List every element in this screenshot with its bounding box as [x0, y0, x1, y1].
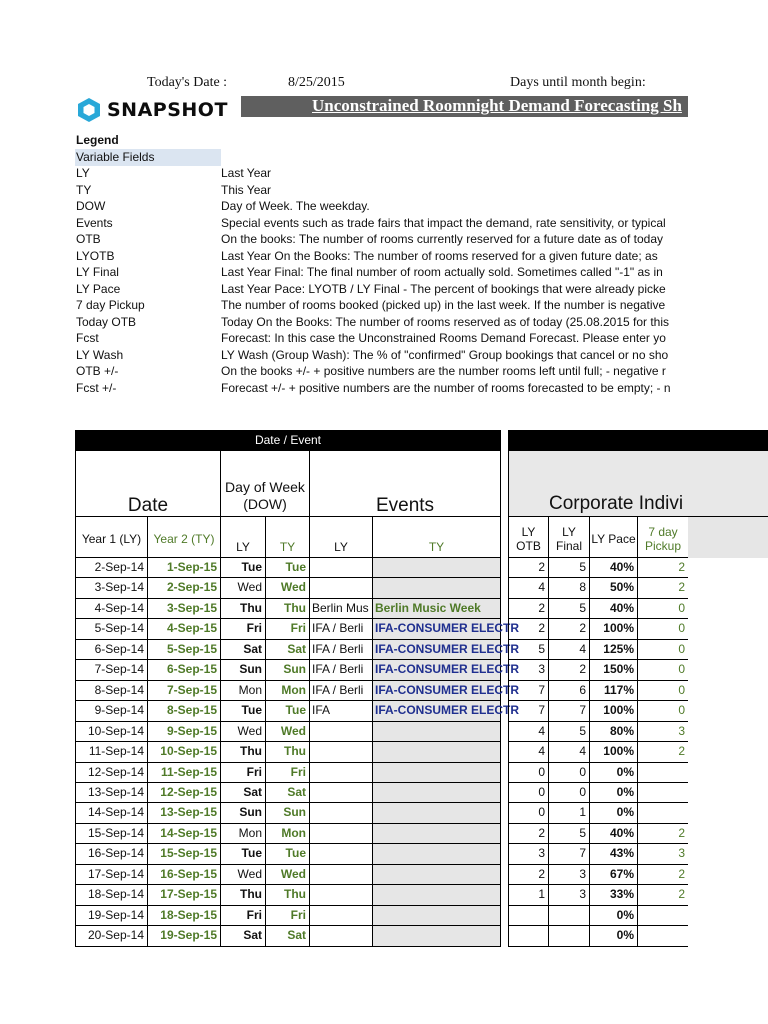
dow-ty[interactable]: Sun: [266, 660, 310, 681]
ly-pace[interactable]: 150%: [590, 660, 638, 681]
ly-pace[interactable]: 40%: [590, 558, 638, 578]
col-ly-final: LY Final: [549, 517, 590, 558]
dow-ty[interactable]: Sat: [266, 783, 310, 803]
ly-pace[interactable]: 50%: [590, 578, 638, 599]
event-ly[interactable]: [310, 763, 373, 783]
year2-date[interactable]: 3-Sep-15: [148, 599, 221, 619]
year2-date[interactable]: 7-Sep-15: [148, 681, 221, 701]
event-ty[interactable]: IFA-CONSUMER ELECTR: [373, 681, 501, 701]
dow-ly[interactable]: Tue: [221, 701, 266, 722]
dow-ly[interactable]: Mon: [221, 824, 266, 844]
pickup-7day[interactable]: 0: [638, 681, 688, 701]
snapshot-logo-icon: [76, 97, 102, 123]
dow-ty[interactable]: Wed: [266, 578, 310, 599]
col-ly-pace: LY Pace: [590, 517, 638, 558]
legend-term: LY: [76, 166, 90, 180]
ly-otb[interactable]: 1: [508, 885, 549, 906]
dow-ly[interactable]: Sun: [221, 803, 266, 824]
ly-otb[interactable]: 2: [508, 619, 549, 640]
ly-final[interactable]: 8: [549, 578, 590, 599]
ly-final[interactable]: [549, 926, 590, 947]
dow-ly[interactable]: Mon: [221, 681, 266, 701]
dow-ty[interactable]: Fri: [266, 763, 310, 783]
pickup-7day[interactable]: 0: [638, 640, 688, 660]
ly-otb[interactable]: 0: [508, 783, 549, 803]
ly-otb[interactable]: 2: [508, 865, 549, 885]
legend-definition: The number of rooms booked (picked up) in the last week. If the number is negative: [221, 298, 666, 312]
year1-date[interactable]: 7-Sep-14: [75, 660, 148, 681]
dow-ty[interactable]: Thu: [266, 885, 310, 906]
event-ly[interactable]: [310, 865, 373, 885]
legend-term: OTB +/-: [76, 364, 119, 378]
dow-ly[interactable]: Fri: [221, 619, 266, 640]
year1-date[interactable]: 19-Sep-14: [75, 906, 148, 926]
ly-pace[interactable]: 40%: [590, 599, 638, 619]
ly-final[interactable]: 0: [549, 783, 590, 803]
event-ly[interactable]: [310, 803, 373, 824]
legend-term: DOW: [76, 199, 106, 213]
dow-ty[interactable]: Mon: [266, 824, 310, 844]
legend-definition: On the books +/- + positive numbers are the number rooms left until full; - negative r: [221, 364, 666, 378]
year2-date[interactable]: 10-Sep-15: [148, 742, 221, 763]
event-ty[interactable]: [373, 865, 501, 885]
year2-date[interactable]: 19-Sep-15: [148, 926, 221, 947]
legend-definition: LY Wash (Group Wash): The % of "confirmed" Group bookings that cancel or no sho: [221, 347, 669, 362]
dow-ly[interactable]: Sat: [221, 640, 266, 660]
ly-otb[interactable]: 3: [508, 660, 549, 681]
dow-ty[interactable]: Thu: [266, 742, 310, 763]
event-ly[interactable]: [310, 742, 373, 763]
col-dow-ly: LY: [221, 517, 266, 558]
legend-variable-fields: Variable Fields: [75, 149, 221, 166]
ly-pace[interactable]: 43%: [590, 844, 638, 865]
event-ty[interactable]: IFA-CONSUMER ELECTR: [373, 640, 501, 660]
legend-definition: Forecast: In this case the Unconstrained Rooms Demand Forecast. Please enter yo: [221, 331, 666, 345]
dow-ty[interactable]: Fri: [266, 906, 310, 926]
ly-final[interactable]: [549, 906, 590, 926]
year2-date[interactable]: 5-Sep-15: [148, 640, 221, 660]
year2-date[interactable]: 1-Sep-15: [148, 558, 221, 578]
ly-pace[interactable]: 0%: [590, 906, 638, 926]
dow-ty[interactable]: Wed: [266, 865, 310, 885]
ly-final[interactable]: 7: [549, 701, 590, 722]
event-ty[interactable]: [373, 906, 501, 926]
title-bar: [241, 96, 688, 117]
event-ty[interactable]: [373, 885, 501, 906]
dow-ty[interactable]: Fri: [266, 619, 310, 640]
event-ty[interactable]: [373, 783, 501, 803]
pickup-7day[interactable]: [638, 906, 688, 926]
year2-date[interactable]: 6-Sep-15: [148, 660, 221, 681]
dow-ty[interactable]: Sat: [266, 640, 310, 660]
dow-ty[interactable]: Tue: [266, 558, 310, 578]
year1-date[interactable]: 14-Sep-14: [75, 803, 148, 824]
col-year2: Year 2 (TY): [148, 517, 221, 558]
legend-definition: Last Year On the Books: The number of rooms reserved for a given future date; as: [221, 248, 658, 263]
corporate-header-fill: [688, 517, 768, 558]
year1-date[interactable]: 13-Sep-14: [75, 783, 148, 803]
ly-otb[interactable]: 4: [508, 722, 549, 742]
ly-final[interactable]: 4: [549, 742, 590, 763]
dow-ty[interactable]: Mon: [266, 681, 310, 701]
pickup-7day[interactable]: 3: [638, 722, 688, 742]
year1-date[interactable]: 17-Sep-14: [75, 865, 148, 885]
dow-ly[interactable]: Thu: [221, 599, 266, 619]
year1-date[interactable]: 9-Sep-14: [75, 701, 148, 722]
ly-final[interactable]: 5: [549, 824, 590, 844]
ly-otb[interactable]: 0: [508, 803, 549, 824]
pickup-7day[interactable]: 2: [638, 578, 688, 599]
ly-final[interactable]: 7: [549, 844, 590, 865]
event-ly[interactable]: IFA / Berli: [310, 681, 373, 701]
ly-final[interactable]: 5: [549, 558, 590, 578]
year1-date[interactable]: 18-Sep-14: [75, 885, 148, 906]
event-ly[interactable]: [310, 844, 373, 865]
year2-date[interactable]: 2-Sep-15: [148, 578, 221, 599]
event-ty[interactable]: [373, 558, 501, 578]
legend-term: TY: [76, 182, 92, 197]
year2-date[interactable]: 14-Sep-15: [148, 824, 221, 844]
days-until-month-label: Days until month begin:: [510, 75, 646, 90]
col-year1: Year 1 (LY): [75, 517, 148, 558]
ly-final[interactable]: 2: [549, 619, 590, 640]
year1-date[interactable]: 5-Sep-14: [75, 619, 148, 640]
dow-ly[interactable]: Thu: [221, 742, 266, 763]
legend-title: Legend: [76, 133, 119, 147]
pickup-7day[interactable]: 2: [638, 865, 688, 885]
todays-date-label: Today's Date :: [147, 75, 228, 90]
year2-date[interactable]: 12-Sep-15: [148, 783, 221, 803]
dow-ly[interactable]: Wed: [221, 865, 266, 885]
event-ly[interactable]: [310, 885, 373, 906]
ly-pace[interactable]: 100%: [590, 619, 638, 640]
ly-final[interactable]: 3: [549, 885, 590, 906]
legend-definition: Last Year Pace: LYOTB / LY Final - The percent of bookings that were already picke: [221, 281, 666, 296]
event-ty[interactable]: [373, 824, 501, 844]
legend-term: LYOTB: [76, 248, 115, 263]
legend-term: OTB: [76, 232, 101, 246]
dow-ty[interactable]: Tue: [266, 844, 310, 865]
col-events-ty: TY: [373, 517, 501, 558]
pickup-7day[interactable]: 2: [638, 742, 688, 763]
ly-pace[interactable]: 67%: [590, 865, 638, 885]
dow-ly[interactable]: Fri: [221, 763, 266, 783]
legend-definition: Forecast +/- + positive numbers are the number of rooms forecasted to be empty; - n: [221, 380, 671, 395]
event-ly[interactable]: [310, 906, 373, 926]
legend-term: LY Final: [76, 265, 119, 279]
ly-pace[interactable]: 0%: [590, 926, 638, 947]
year1-date[interactable]: 16-Sep-14: [75, 844, 148, 865]
ly-final[interactable]: 5: [549, 599, 590, 619]
legend-term: Today OTB: [76, 314, 137, 329]
pickup-7day[interactable]: 0: [638, 660, 688, 681]
col-dow-ty: TY: [266, 517, 310, 558]
dow-ty[interactable]: Sat: [266, 926, 310, 947]
dow-ly[interactable]: Fri: [221, 906, 266, 926]
pickup-7day[interactable]: 2: [638, 885, 688, 906]
year1-date[interactable]: 20-Sep-14: [75, 926, 148, 947]
ly-otb[interactable]: 4: [508, 742, 549, 763]
legend-definition: Last Year: [221, 166, 272, 180]
ly-otb[interactable]: [508, 906, 549, 926]
group-day-of-week: Day of Week (DOW): [221, 451, 310, 517]
dow-ty[interactable]: Tue: [266, 701, 310, 722]
pickup-7day[interactable]: [638, 803, 688, 824]
dow-ly[interactable]: Sat: [221, 783, 266, 803]
event-ty[interactable]: IFA-CONSUMER ELECTR: [373, 660, 501, 681]
event-ly[interactable]: [310, 824, 373, 844]
legend-term: LY Pace: [76, 281, 121, 296]
year2-date[interactable]: 16-Sep-15: [148, 865, 221, 885]
dow-ly[interactable]: Wed: [221, 722, 266, 742]
ly-pace[interactable]: 125%: [590, 640, 638, 660]
year1-date[interactable]: 4-Sep-14: [75, 599, 148, 619]
pickup-7day[interactable]: 0: [638, 619, 688, 640]
ly-final[interactable]: 2: [549, 660, 590, 681]
event-ty[interactable]: [373, 578, 501, 599]
legend-definition: Day of Week. The weekday.: [221, 199, 370, 213]
dow-ty[interactable]: Thu: [266, 599, 310, 619]
year2-date[interactable]: 17-Sep-15: [148, 885, 221, 906]
dow-ly[interactable]: Tue: [221, 558, 266, 578]
ly-final[interactable]: 4: [549, 640, 590, 660]
year1-date[interactable]: 6-Sep-14: [75, 640, 148, 660]
ly-pace[interactable]: 117%: [590, 681, 638, 701]
event-ly[interactable]: Berlin Mus: [310, 599, 373, 619]
legend-definition: This Year: [221, 182, 272, 197]
logo-text: SNAPSHOT: [107, 99, 228, 121]
ly-pace[interactable]: 33%: [590, 885, 638, 906]
event-ty[interactable]: Berlin Music Week: [373, 599, 501, 619]
group-date: Date: [75, 451, 221, 517]
event-ly[interactable]: [310, 578, 373, 599]
event-ty[interactable]: [373, 844, 501, 865]
event-ly[interactable]: [310, 558, 373, 578]
group-events: Events: [310, 451, 501, 517]
year1-date[interactable]: 15-Sep-14: [75, 824, 148, 844]
event-ly[interactable]: [310, 722, 373, 742]
year2-date[interactable]: 4-Sep-15: [148, 619, 221, 640]
year2-date[interactable]: 18-Sep-15: [148, 906, 221, 926]
pickup-7day[interactable]: 2: [638, 824, 688, 844]
pickup-7day[interactable]: 2: [638, 558, 688, 578]
col-ly-otb: LY OTB: [508, 517, 549, 558]
legend-term: LY Wash: [76, 347, 124, 362]
year1-date[interactable]: 12-Sep-14: [75, 763, 148, 783]
year1-date[interactable]: 8-Sep-14: [75, 681, 148, 701]
pickup-7day[interactable]: [638, 763, 688, 783]
year2-date[interactable]: 15-Sep-15: [148, 844, 221, 865]
legend-definition: On the books: The number of rooms currently reserved for a future date as of today: [221, 232, 664, 246]
event-ly[interactable]: IFA / Berli: [310, 660, 373, 681]
pickup-7day[interactable]: [638, 783, 688, 803]
section-date-event: Date / Event: [75, 430, 501, 451]
pickup-7day[interactable]: 0: [638, 599, 688, 619]
pickup-7day[interactable]: [638, 926, 688, 947]
ly-otb[interactable]: [508, 926, 549, 947]
event-ty[interactable]: IFA-CONSUMER ELECTR: [373, 701, 501, 722]
year2-date[interactable]: 11-Sep-15: [148, 763, 221, 783]
event-ty[interactable]: [373, 722, 501, 742]
ly-final[interactable]: 6: [549, 681, 590, 701]
event-ly[interactable]: [310, 783, 373, 803]
ly-otb[interactable]: 4: [508, 578, 549, 599]
ly-final[interactable]: 5: [549, 722, 590, 742]
legend-term: 7 day Pickup: [76, 298, 145, 312]
ly-otb[interactable]: 2: [508, 558, 549, 578]
event-ly[interactable]: [310, 926, 373, 947]
snapshot-logo: [76, 96, 228, 124]
ly-otb[interactable]: 2: [508, 824, 549, 844]
ly-pace[interactable]: 40%: [590, 824, 638, 844]
ly-otb[interactable]: 2: [508, 599, 549, 619]
ly-pace[interactable]: 80%: [590, 722, 638, 742]
ly-pace[interactable]: 100%: [590, 701, 638, 722]
dow-ty[interactable]: Sun: [266, 803, 310, 824]
dow-ly[interactable]: Sat: [221, 926, 266, 947]
year1-date[interactable]: 10-Sep-14: [75, 722, 148, 742]
year1-date[interactable]: 2-Sep-14: [75, 558, 148, 578]
section-corporate: [508, 430, 768, 451]
event-ly[interactable]: IFA / Berli: [310, 640, 373, 660]
ly-otb[interactable]: 0: [508, 763, 549, 783]
event-ty[interactable]: [373, 763, 501, 783]
legend-definition: Last Year Final: The final number of room actually sold. Sometimes called "-1" as in: [221, 265, 663, 279]
legend-definition: Today On the Books: The number of rooms reserved as of today (25.08.2015 for this: [221, 314, 670, 329]
legend-term: Events: [76, 215, 113, 230]
ly-pace[interactable]: 100%: [590, 742, 638, 763]
event-ly[interactable]: IFA / Berli: [310, 619, 373, 640]
ly-otb[interactable]: 5: [508, 640, 549, 660]
legend-definition: Special events such as trade fairs that impact the demand, rate sensitivity, or typical: [221, 215, 666, 230]
dow-ty[interactable]: Wed: [266, 722, 310, 742]
year1-date[interactable]: 11-Sep-14: [75, 742, 148, 763]
ly-pace[interactable]: 0%: [590, 803, 638, 824]
event-ty[interactable]: IFA-CONSUMER ELECTR: [373, 619, 501, 640]
event-ty[interactable]: [373, 803, 501, 824]
year2-date[interactable]: 13-Sep-15: [148, 803, 221, 824]
legend-term: Fcst: [76, 331, 99, 345]
event-ty[interactable]: [373, 742, 501, 763]
year2-date[interactable]: 8-Sep-15: [148, 701, 221, 722]
todays-date-value[interactable]: 8/25/2015: [288, 75, 345, 90]
page-title: Unconstrained Roomnight Demand Forecasting Sh: [312, 96, 682, 115]
event-ly[interactable]: IFA: [310, 701, 373, 722]
legend-term: Fcst +/-: [76, 380, 117, 395]
ly-pace[interactable]: 0%: [590, 783, 638, 803]
pickup-7day[interactable]: 0: [638, 701, 688, 722]
ly-otb[interactable]: 3: [508, 844, 549, 865]
year2-date[interactable]: 9-Sep-15: [148, 722, 221, 742]
dow-ly[interactable]: Sun: [221, 660, 266, 681]
ly-final[interactable]: 3: [549, 865, 590, 885]
ly-pace[interactable]: 0%: [590, 763, 638, 783]
event-ty[interactable]: [373, 926, 501, 947]
ly-final[interactable]: 1: [549, 803, 590, 824]
dow-ly[interactable]: Tue: [221, 844, 266, 865]
year1-date[interactable]: 3-Sep-14: [75, 578, 148, 599]
dow-ly[interactable]: Wed: [221, 578, 266, 599]
group-corporate: Corporate Indivi: [508, 451, 768, 517]
col-7day-pickup: 7 day Pickup: [638, 517, 688, 558]
ly-final[interactable]: 0: [549, 763, 590, 783]
col-events-ly: LY: [310, 517, 373, 558]
pickup-7day[interactable]: 3: [638, 844, 688, 865]
ly-otb[interactable]: 7: [508, 701, 549, 722]
dow-ly[interactable]: Thu: [221, 885, 266, 906]
ly-otb[interactable]: 7: [508, 681, 549, 701]
